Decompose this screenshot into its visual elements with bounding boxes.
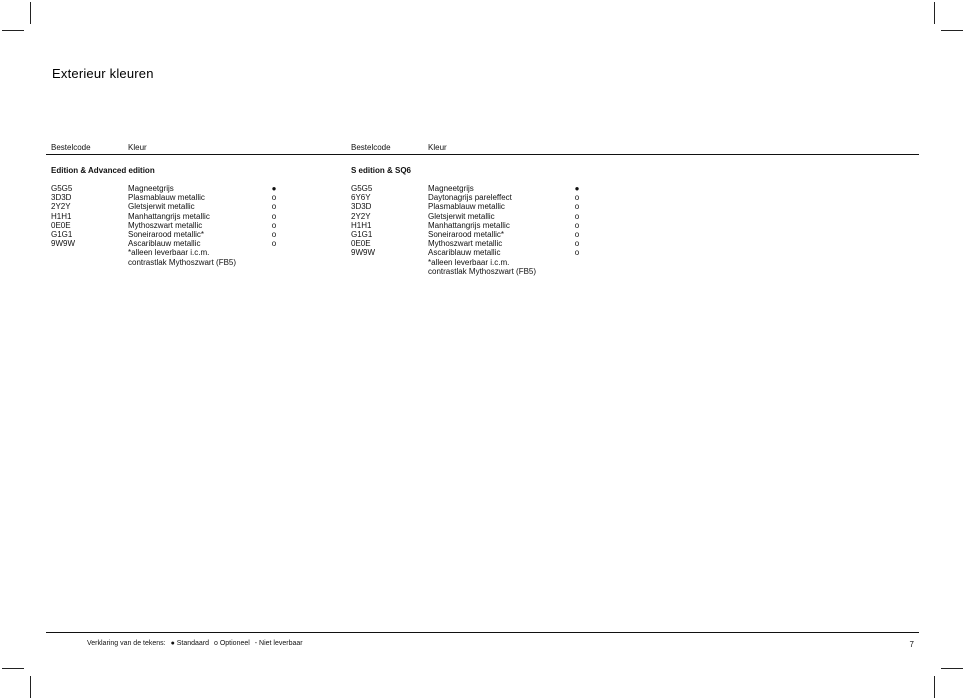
availability-mark: o [271, 229, 277, 239]
color-name: Daytonagrijs pareleffect [428, 193, 512, 203]
legend-unavailable: - Niet leverbaar [254, 640, 303, 647]
color-code: 2Y2Y [51, 202, 71, 212]
list-item [351, 221, 591, 230]
color-name: Soneirarood metallic* [428, 229, 505, 239]
footer-divider [46, 632, 919, 633]
availability-mark: o [271, 193, 277, 203]
left-color-list [51, 184, 291, 267]
color-code: H1H1 [351, 220, 372, 230]
list-item [51, 230, 291, 239]
availability-mark: o [574, 220, 580, 230]
color-code: H1H1 [51, 211, 72, 221]
color-code: G1G1 [51, 229, 73, 239]
page-title: Exterieur kleuren [52, 66, 154, 81]
availability-mark: o [574, 202, 580, 212]
availability-mark: o [574, 229, 580, 239]
availability-mark: o [574, 193, 580, 203]
list-item [351, 193, 591, 202]
crop-mark [30, 676, 31, 698]
list-item [51, 221, 291, 230]
availability-mark: o [271, 239, 277, 249]
footnote-line: contrastlak Mythoszwart (FB5) [128, 257, 237, 267]
color-name: Magneetgrijs [428, 184, 474, 193]
availability-mark: o [271, 202, 277, 212]
color-name: Ascariblauw metallic [128, 239, 201, 249]
footnote-line: *alleen leverbaar i.c.m. [128, 248, 210, 258]
color-name: Soneirarood metallic* [128, 229, 205, 239]
legend-standard: ● Standaard [170, 640, 210, 647]
color-name: Manhattangrijs metallic [128, 211, 210, 221]
availability-mark: o [271, 211, 277, 221]
list-item [51, 193, 291, 202]
color-name: Magneetgrijs [128, 184, 174, 193]
color-name: Mythoszwart metallic [428, 239, 503, 249]
legend [87, 640, 306, 647]
list-item [51, 239, 291, 248]
color-code: 3D3D [351, 202, 372, 212]
page-number: 7 [909, 640, 914, 649]
availability-mark: o [574, 239, 580, 249]
footnote-line: *alleen leverbaar i.c.m. [428, 257, 510, 267]
right-column-header [351, 143, 611, 153]
color-code: 3D3D [51, 193, 72, 203]
color-code: G1G1 [351, 229, 373, 239]
crop-mark [30, 2, 31, 24]
list-item [351, 184, 591, 193]
crop-mark [941, 668, 963, 669]
right-color-list [351, 184, 591, 276]
list-item [351, 230, 591, 239]
color-name: Gletsjerwit metallic [428, 211, 495, 221]
color-name: Manhattangrijs metallic [428, 220, 510, 230]
legend-prefix: Verklaring van de tekens: [87, 640, 166, 647]
crop-mark [2, 668, 24, 669]
list-item [51, 202, 291, 211]
header-code: Bestelcode [51, 143, 91, 152]
crop-mark [934, 2, 935, 24]
color-name: Mythoszwart metallic [128, 220, 203, 230]
header-color: Kleur [128, 143, 147, 152]
crop-mark [941, 30, 963, 31]
header-color: Kleur [428, 143, 447, 152]
availability-mark: ● [574, 184, 580, 193]
color-code: 2Y2Y [351, 211, 371, 221]
list-item [51, 212, 291, 221]
left-section-title: Edition & Advanced edition [51, 166, 155, 175]
availability-mark: o [271, 220, 277, 230]
color-code: G5G5 [51, 184, 73, 193]
color-code: G5G5 [351, 184, 373, 193]
footnote [351, 267, 591, 276]
footnote [351, 258, 591, 267]
color-code: 0E0E [351, 239, 371, 249]
footnote-line: contrastlak Mythoszwart (FB5) [428, 266, 537, 276]
right-section-title: S edition & SQ6 [351, 166, 412, 175]
list-item [51, 184, 291, 193]
color-name: Gletsjerwit metallic [128, 202, 195, 212]
footnote [51, 248, 291, 257]
list-item [351, 239, 591, 248]
availability-mark: ● [271, 184, 277, 193]
color-code: 9W9W [51, 239, 75, 249]
footnote [51, 258, 291, 267]
color-name: Plasmablauw metallic [128, 193, 205, 203]
availability-mark: o [574, 248, 580, 258]
crop-mark [2, 30, 24, 31]
color-code: 9W9W [351, 248, 375, 258]
left-column-header [51, 143, 301, 153]
color-name: Plasmablauw metallic [428, 202, 505, 212]
header-code: Bestelcode [351, 143, 391, 152]
crop-mark [934, 676, 935, 698]
header-divider [46, 154, 919, 155]
color-code: 0E0E [51, 220, 71, 230]
color-name: Ascariblauw metallic [428, 248, 501, 258]
availability-mark: o [574, 211, 580, 221]
list-item [351, 248, 591, 257]
list-item [351, 212, 591, 221]
color-code: 6Y6Y [351, 193, 371, 203]
list-item [351, 202, 591, 211]
legend-optional: o Optioneel [214, 640, 250, 647]
